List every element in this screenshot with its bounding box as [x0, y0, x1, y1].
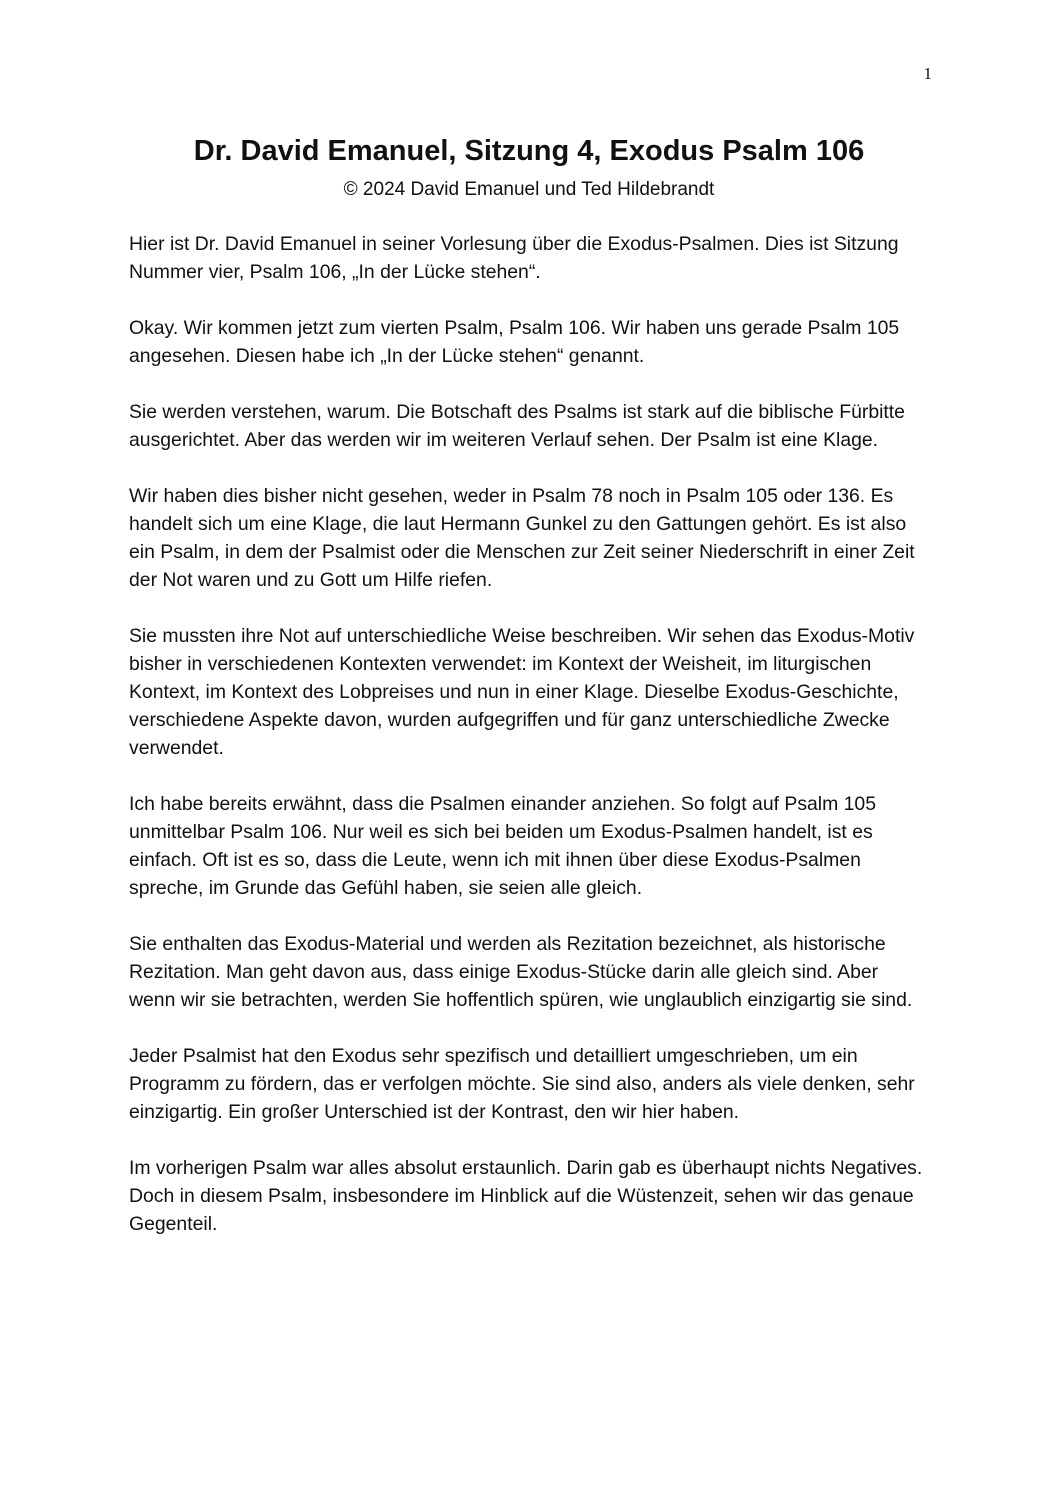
- paragraph: Jeder Psalmist hat den Exodus sehr spezifisch und detailliert umgeschrieben, um ein Programm zu fördern, das er verfolgen möchte. Sie sind also, anders als viele denken, sehr einzigartig. Ein großer Unterschied ist der Kontrast, den wir hier haben.: [129, 1045, 915, 1123]
- paragraph: Sie werden verstehen, warum. Die Botschaft des Psalms ist stark auf die biblische Fürbitte ausgerichtet. Aber das werden wir im weiteren Verlauf sehen. Der Psalm ist eine Klage.: [129, 401, 905, 451]
- paragraph: Im vorherigen Psalm war alles absolut erstaunlich. Darin gab es überhaupt nichts Negatives. Doch in diesem Psalm, insbesondere im Hinblick auf die Wüstenzeit, sehen wir das genaue Gegenteil.: [129, 1157, 923, 1235]
- document-body: [129, 230, 929, 1266]
- paragraph: Sie mussten ihre Not auf unterschiedliche Weise beschreiben. Wir sehen das Exodus-Motiv bisher in verschiedenen Kontexten verwendet: im Kontext der Weisheit, im liturgischen Kontext, im Kontext des Lobpreises und nun in einer Klage. Dieselbe Exodus-Geschichte, verschiedene Aspekte davon, wurden aufgegriffen und für ganz unterschiedliche Zwecke verwendet.: [129, 625, 915, 759]
- document-title: Dr. David Emanuel, Sitzung 4, Exodus Psalm 106: [193, 135, 865, 167]
- paragraph: Wir haben dies bisher nicht gesehen, weder in Psalm 78 noch in Psalm 105 oder 136. Es handelt sich um eine Klage, die laut Hermann Gunkel zu den Gattungen gehört. Es ist also ein Psalm, in dem der Psalmist oder die Menschen zur Zeit seiner Niederschrift in einer Zeit der Not waren und zu Gott um Hilfe riefen.: [129, 485, 915, 591]
- paragraph: Okay. Wir kommen jetzt zum vierten Psalm, Psalm 106. Wir haben uns gerade Psalm 105 angesehen. Diesen habe ich „In der Lücke stehen“ genannt.: [129, 317, 900, 367]
- page-number: 1: [923, 64, 932, 83]
- paragraph: Ich habe bereits erwähnt, dass die Psalmen einander anziehen. So folgt auf Psalm 105 unmittelbar Psalm 106. Nur weil es sich bei beiden um Exodus-Psalmen handelt, ist es einfach. Oft ist es so, dass die Leute, wenn ich mit ihnen über diese Exodus-Psalmen spreche, im Grunde das Gefühl haben, sie seien alle gleich.: [129, 793, 877, 899]
- paragraph: Sie enthalten das Exodus-Material und werden als Rezitation bezeichnet, als historische Rezitation. Man geht davon aus, dass einige Exodus-Stücke darin alle gleich sind. Aber wenn wir sie betrachten, werden Sie hoffentlich spüren, wie unglaublich einzigartig sie sind.: [129, 933, 913, 1011]
- copyright-line: © 2024 David Emanuel und Ted Hildebrandt: [343, 179, 715, 200]
- paragraph: Hier ist Dr. David Emanuel in seiner Vorlesung über die Exodus-Psalmen. Dies ist Sitzung Nummer vier, Psalm 106, „In der Lücke stehen“.: [129, 233, 899, 283]
